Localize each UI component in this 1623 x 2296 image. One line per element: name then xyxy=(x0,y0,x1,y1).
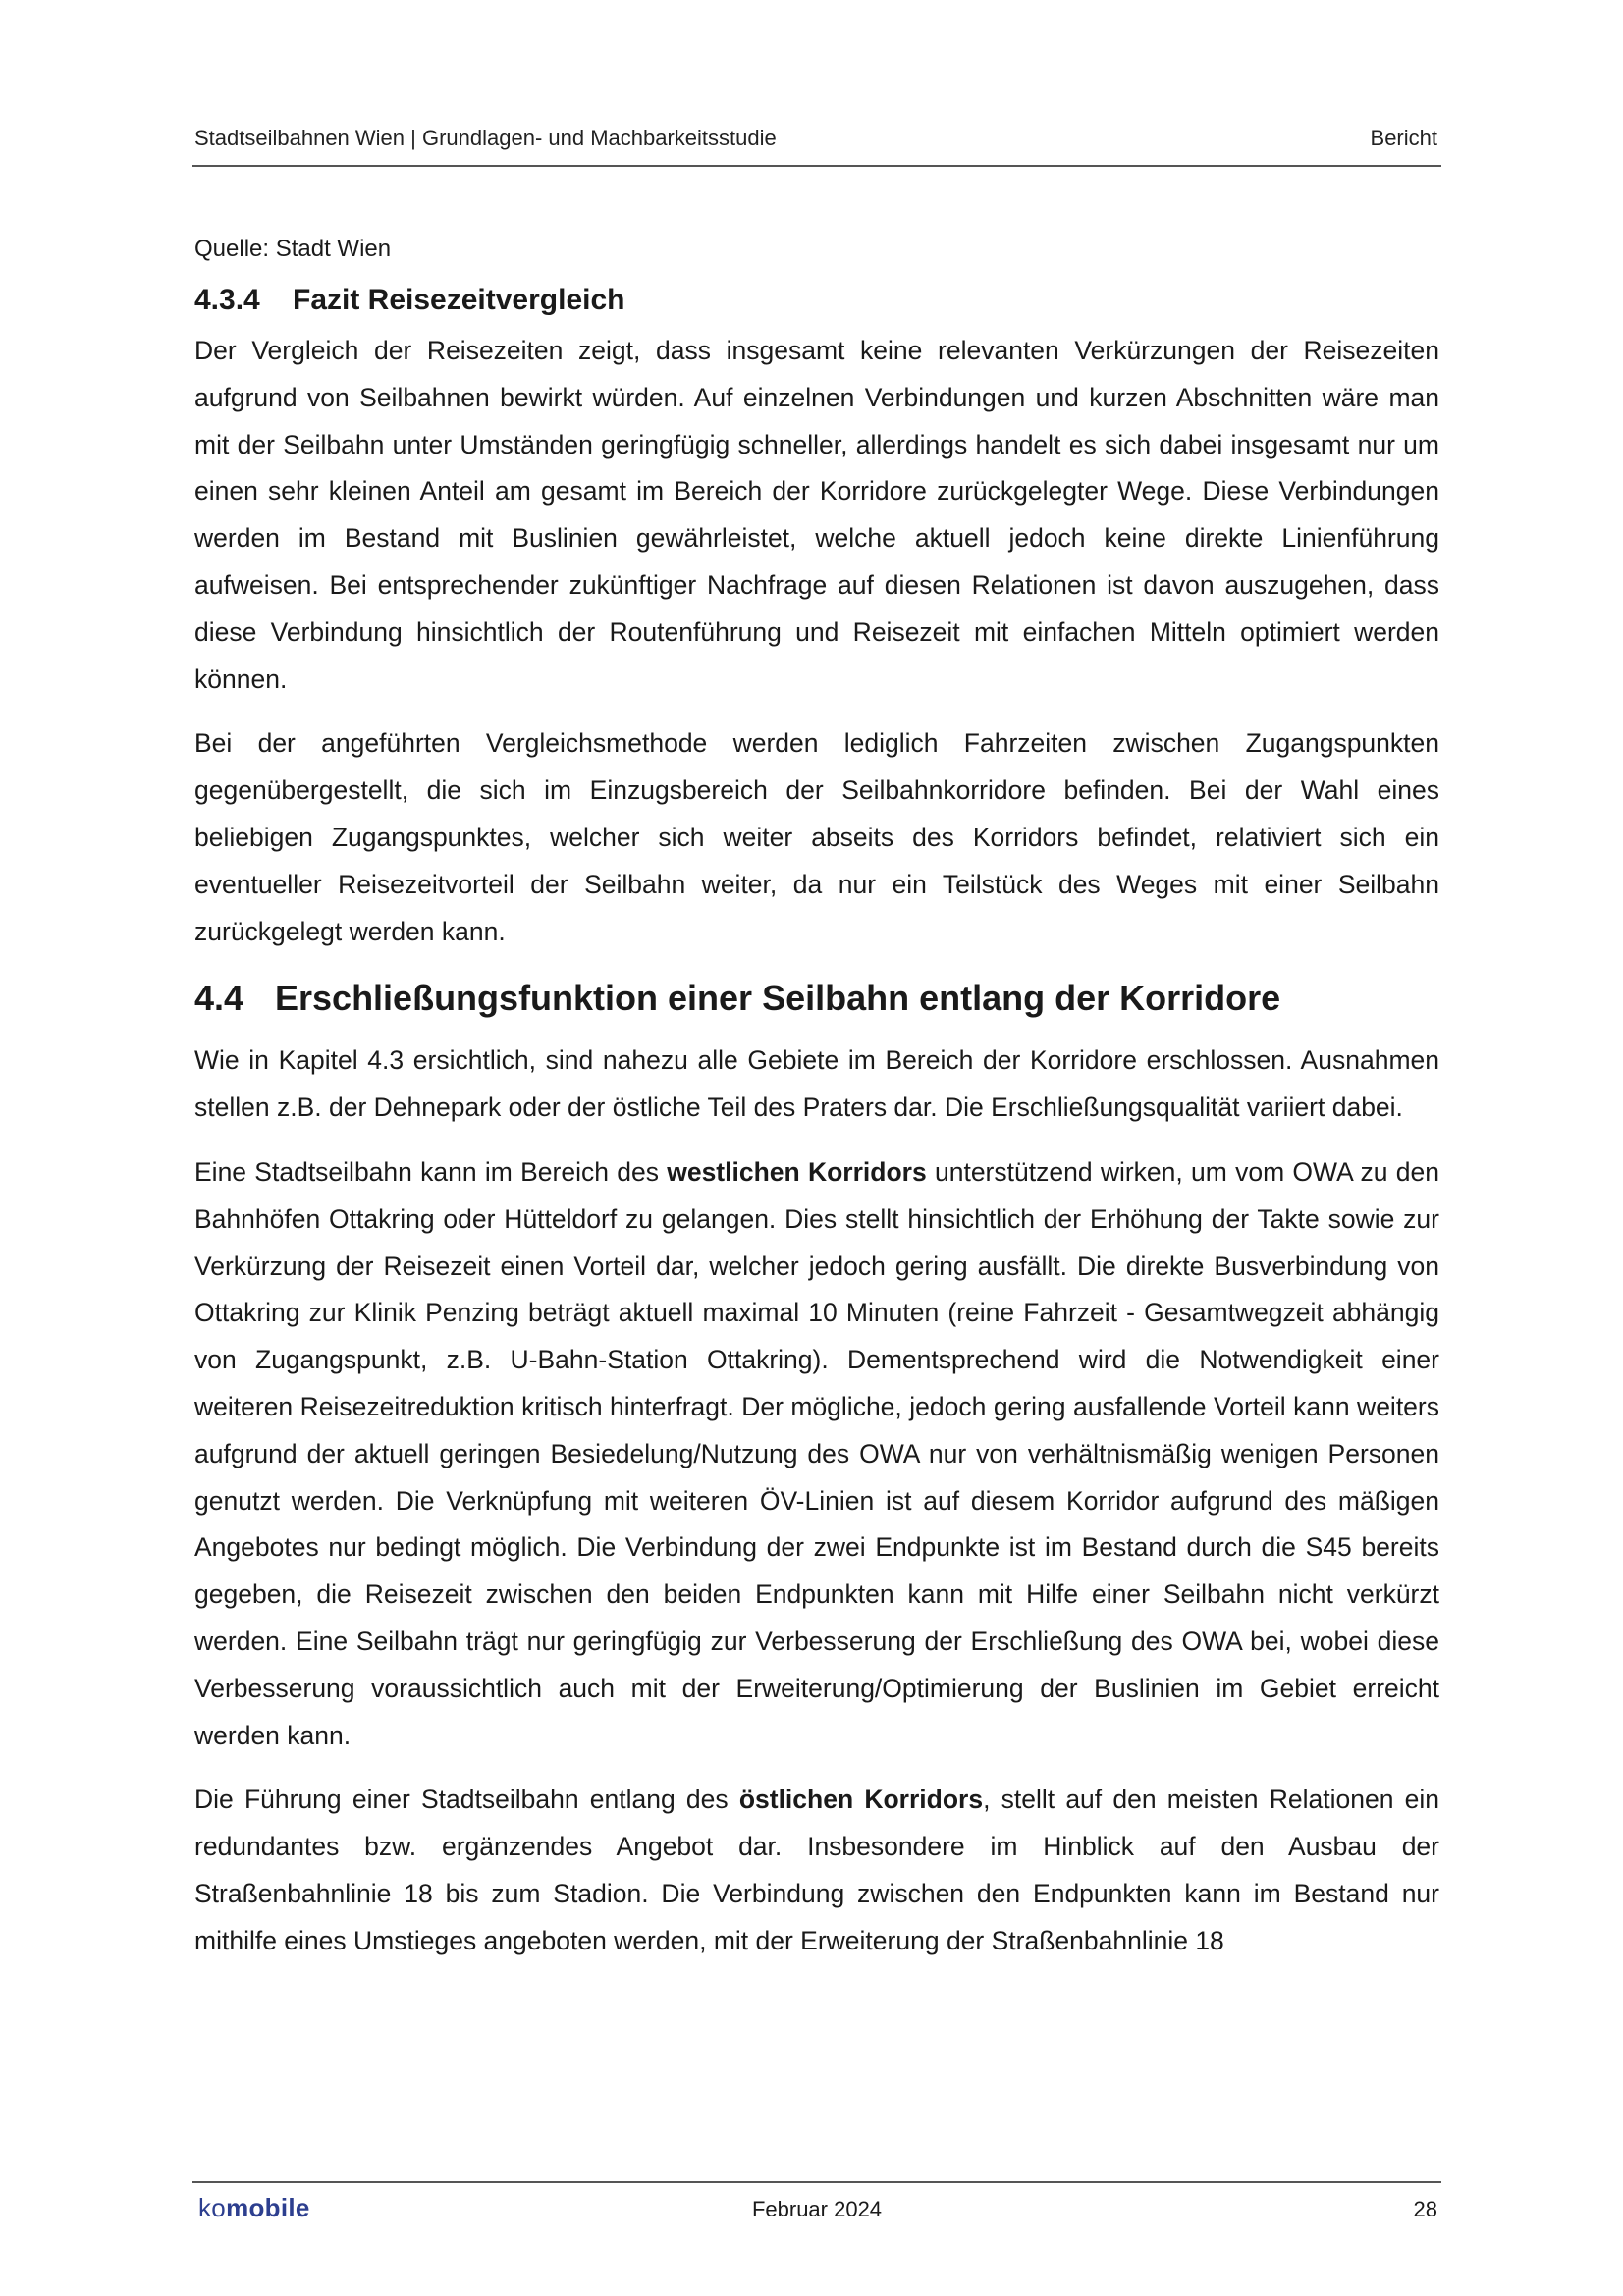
section-title: Erschließungsfunktion einer Seilbahn entlang der Korridore xyxy=(275,978,1281,1019)
logo-main: mobile xyxy=(226,2193,310,2222)
page-header xyxy=(192,122,1441,167)
page-content xyxy=(194,226,1439,1983)
page-footer xyxy=(192,2181,1441,2242)
paragraph: Der Vergleich der Reisezeiten zeigt, dass insgesamt keine relevanten Verkürzungen der Reisezeiten aufgrund von Seilbahnen bewirkt würden. Auf einzelnen Verbindungen und kurzen Abschnitten wäre man mit der Seilbahn unter Umständen geringfügig schneller, allerdings handelt es sich dabei insgesamt nur um einen sehr kleinen Anteil am gesamt im Bereich der Korridore zurückgelegter Wege. Diese Verbindungen werden im Bestand mit Buslinien gewährleistet, welche aktuell jedoch keine direkte Linienführung aufweisen. Bei entsprechender zukünftiger Nachfrage auf diesen Relationen ist davon auszugehen, dass diese Verbindung hinsichtlich der Routenführung und Reisezeit mit einfachen Mitteln optimiert werden können. xyxy=(194,336,1439,694)
paragraph-eastern-corridor xyxy=(194,1777,1439,1964)
bold-term: westlichen Korridors xyxy=(667,1156,927,1187)
logo-prefix: ko xyxy=(198,2193,227,2222)
header-title: Stadtseilbahnen Wien | Grundlagen- und Machbarkeitsstudie xyxy=(194,126,777,150)
bold-term: östlichen Korridors xyxy=(738,1785,984,1815)
section-heading-4-3-4 xyxy=(194,277,1439,324)
section-title: Fazit Reisezeitvergleich xyxy=(293,284,625,316)
text-run: , stellt auf den meisten Relationen ein redundantes bzw. ergänzendes Angebot dar. Insbesondere im Hinblick auf den Ausbau der Straßenbahnlinie 18 bis zum Stadion. Die Verbindung zwischen den Endpunkten kann im Bestand nur mithilfe eines Umstieges angeboten werden, mit der Erweiterung der Straßenbahnlinie 18 xyxy=(194,1785,1439,1955)
paragraph: Bei der angeführten Vergleichsmethode werden lediglich Fahrzeiten zwischen Zugangspunkten gegenübergestellt, die sich im Einzugsbereich der Seilbahnkorridore befinden. Bei der Wahl eines beliebigen Zugangspunktes, welcher sich weiter abseits des Korridors befindet, relativiert sich ein eventueller Reisezeitvorteil der Seilbahn weiter, da nur ein Teilstück des Weges mit einer Seilbahn zurückgelegt werden kann. xyxy=(194,728,1439,946)
text-run: Eine Stadtseilbahn kann im Bereich des xyxy=(194,1156,668,1187)
paragraph: Wie in Kapitel 4.3 ersichtlich, sind nahezu alle Gebiete im Bereich der Korridore erschlossen. Ausnahmen stellen z.B. der Dehnepark oder der östliche Teil des Praters dar. Die Erschließungsqualität variiert dabei. xyxy=(194,1045,1439,1123)
section-number: 4.4 xyxy=(194,978,244,1019)
text-run: unterstützend wirken, um vom OWA zu den Bahnhöfen Ottakring oder Hütteldorf zu gelangen. Dies stellt hinsichtlich der Erhöhung der Takte sowie zur Verkürzung der Reisezeit einen Vorteil dar, welcher jedoch gering ausfällt. Die direkte Busverbindung von Ottakring zur Klinik Penzing beträgt aktuell maximal 10 Minuten (reine Fahrzeit - Gesamtwegzeit abhängig von Zugangspunkt, z.B. U-Bahn-Station Ottakring). Dementsprechend wird die Notwendigkeit einer weiteren Reisezeitreduktion kritisch hinterfragt. Der mögliche, jedoch gering ausfallende Vorteil kann weiters aufgrund der aktuell geringen Besiedelung/Nutzung des OWA nur von verhältnismäßig wenigen Personen genutzt werden. Die Verknüpfung mit weiteren ÖV-Linien ist auf diesem Korridor aufgrund des mäßigen Angebotes nur bedingt möglich. Die Verbindung der zwei Endpunkte ist im Bestand durch die S45 bereits gegeben, die Reisezeit zwischen den beiden Endpunkten kann mit Hilfe einer Seilbahn nicht verkürzt werden. Eine Seilbahn trägt nur geringfügig zur Verbesserung der Erschließung des OWA bei, wobei diese Verbesserung voraussichtlich auch mit der Erweiterung/Optimierung der Buslinien im Gebiet erreicht werden kann. xyxy=(194,1156,1440,1750)
figure-source-caption: Quelle: Stadt Wien xyxy=(194,236,392,262)
footer-date: Februar 2024 xyxy=(751,2197,883,2221)
section-number: 4.3.4 xyxy=(194,284,260,316)
header-doc-type: Bericht xyxy=(1370,126,1437,150)
text-run: Die Führung einer Stadtseilbahn entlang des xyxy=(194,1785,739,1815)
page-number: 28 xyxy=(1413,2197,1437,2221)
paragraph-western-corridor xyxy=(194,1149,1439,1759)
section-heading-4-4 xyxy=(194,973,1439,1024)
